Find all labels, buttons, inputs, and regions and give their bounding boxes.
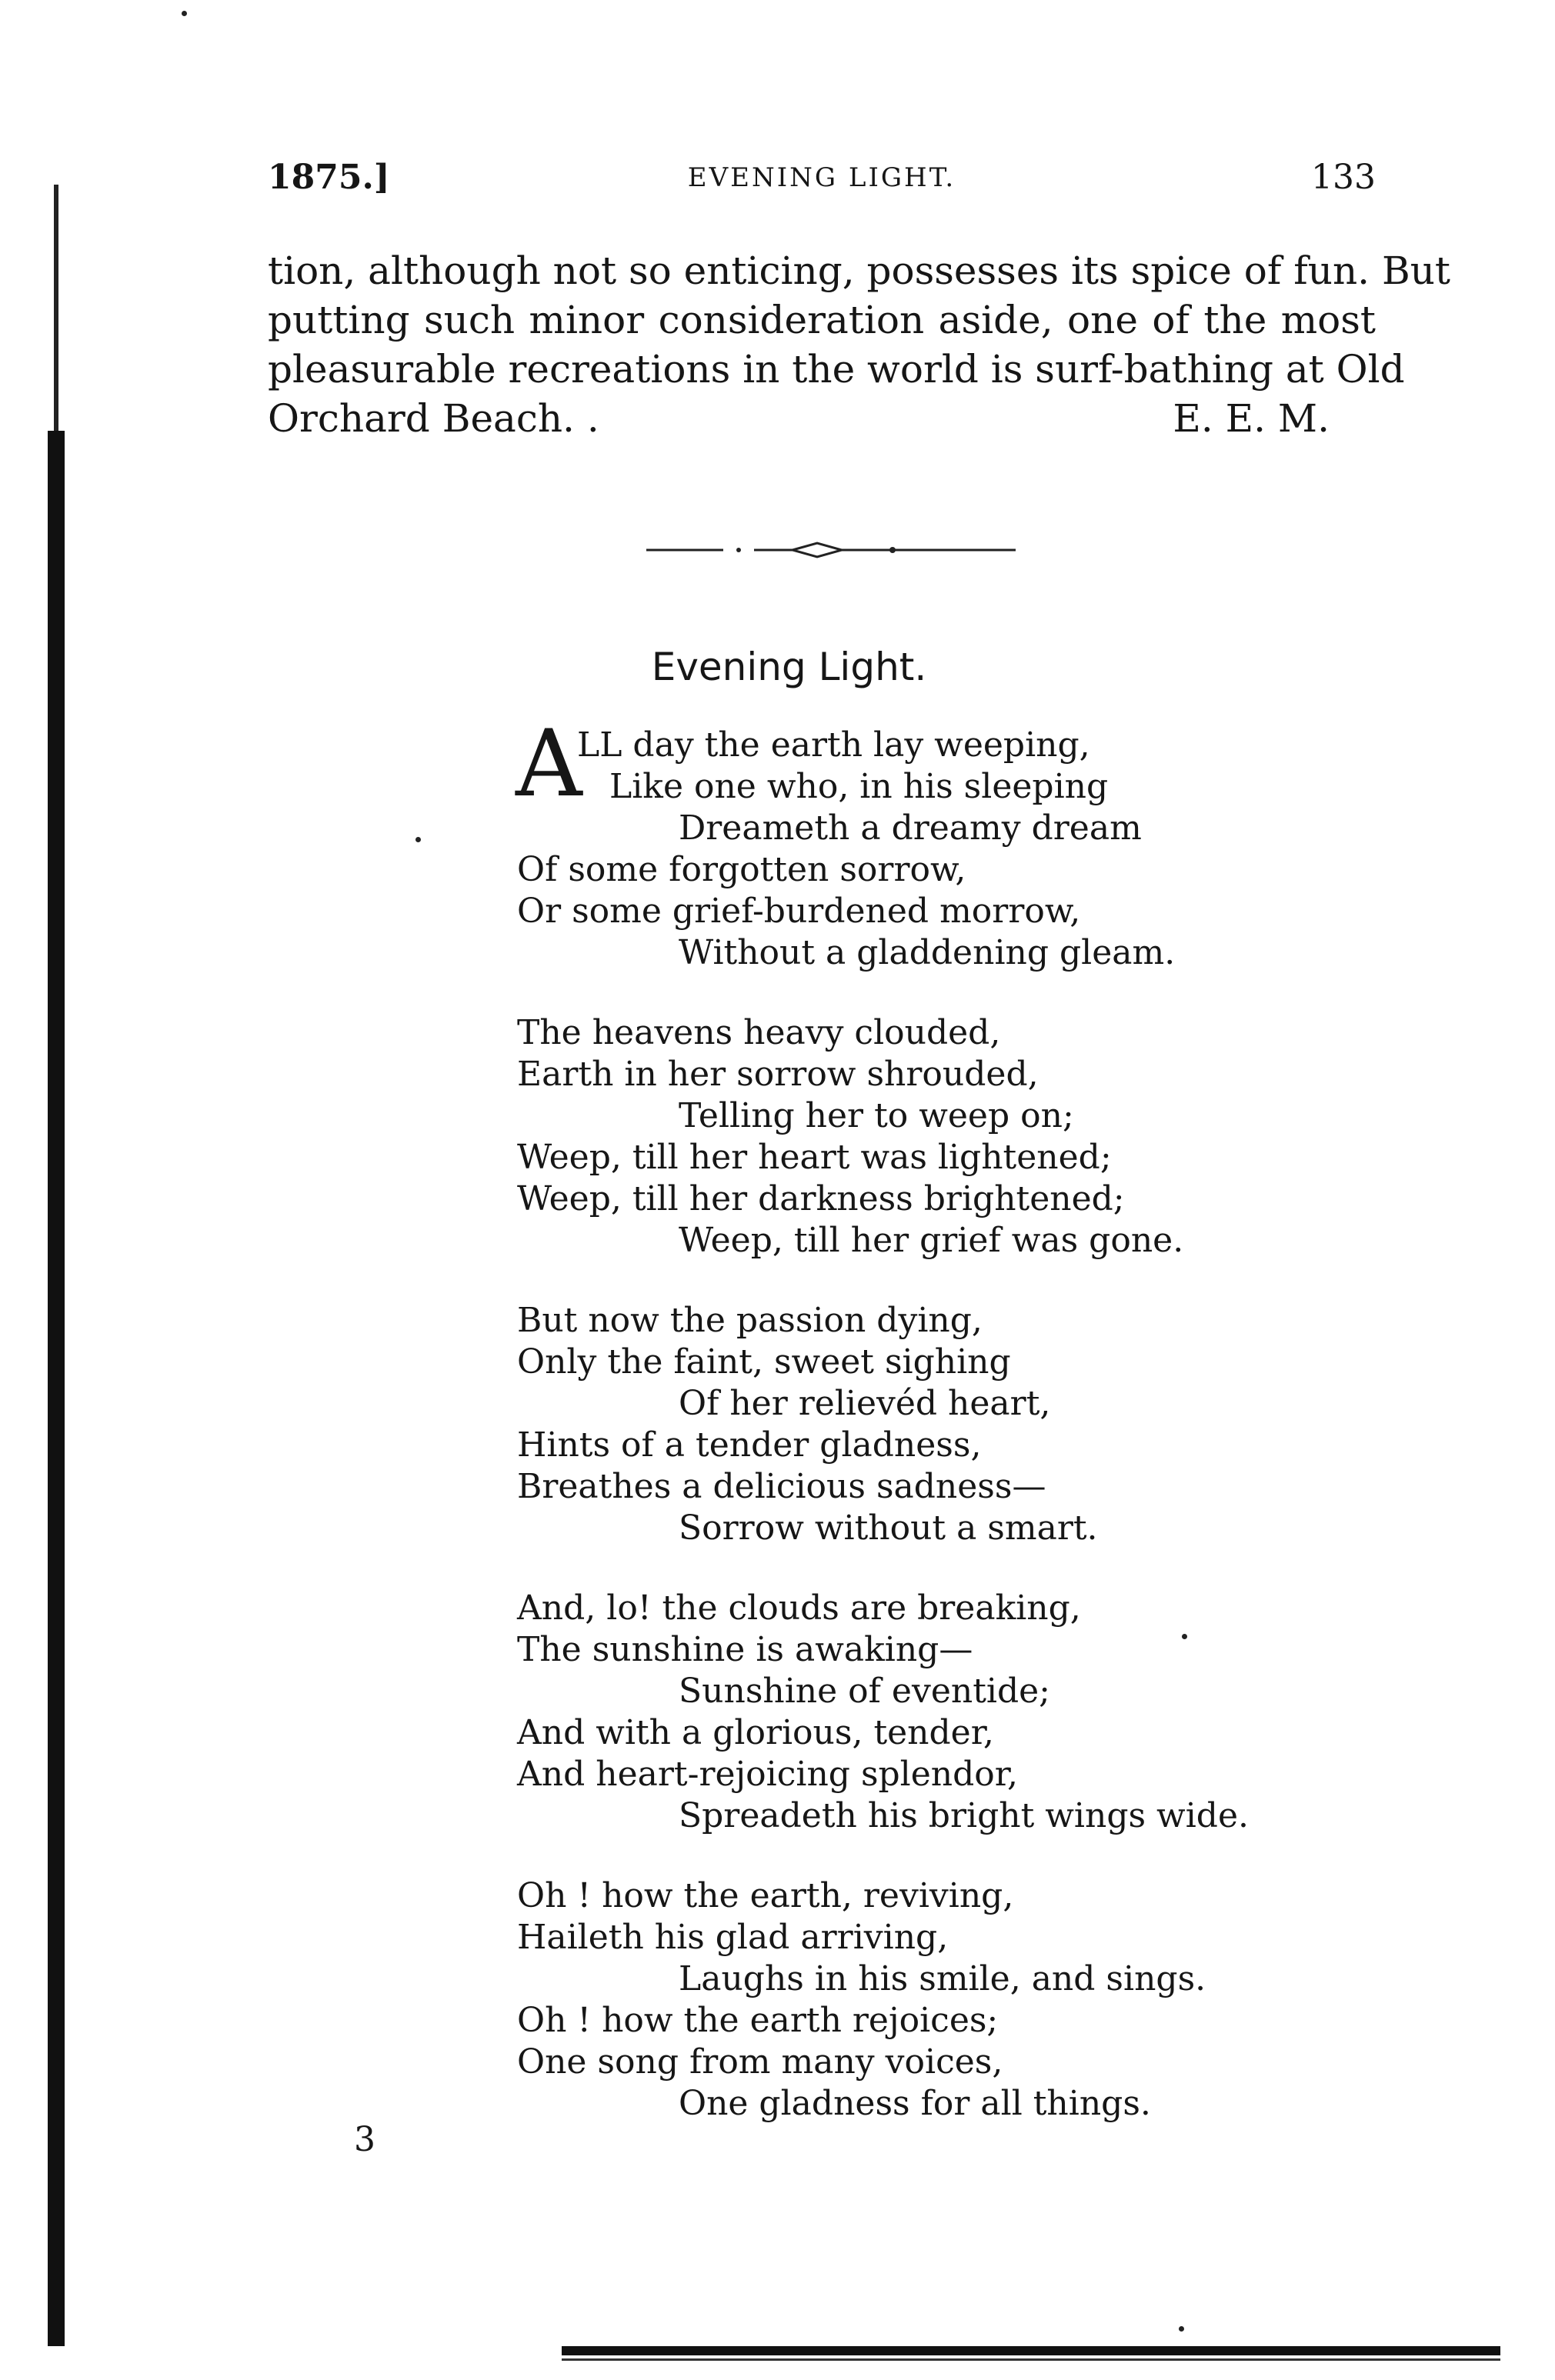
- poem-line: Haileth his glad arriving,: [517, 1918, 949, 1957]
- poem-line: Weep, till her heart was lightened;: [517, 1138, 1112, 1177]
- poem-line: Spreadeth his bright wings wide.: [679, 1796, 1249, 1835]
- folio-signature-mark: 3: [354, 2120, 375, 2159]
- prose-line: Orchard Beach. .: [268, 396, 599, 441]
- scan-speck: [415, 837, 421, 842]
- scan-speck: [1179, 2326, 1184, 2332]
- poem-line: Of some forgotten sorrow,: [517, 850, 966, 889]
- stanza: [517, 1588, 1517, 1837]
- prose-line: tion, although not so enticing, possesses its spice of fun. But: [268, 248, 1450, 293]
- poem-line: Earth in her sorrow shrouded,: [517, 1055, 1039, 1094]
- poem-line: Oh ! how the earth, reviving,: [517, 1876, 1014, 1915]
- prose-paragraph: [268, 246, 1450, 443]
- poem-line: And with a glorious, tender,: [517, 1713, 994, 1752]
- drop-cap: A: [516, 711, 582, 818]
- running-header: [268, 158, 1376, 204]
- poem-line: One song from many voices,: [517, 2042, 1003, 2082]
- poem-line: One gladness for all things.: [679, 2084, 1151, 2123]
- poem-line: And heart-rejoicing splendor,: [517, 1755, 1018, 1794]
- poem-line: Telling her to weep on;: [679, 1096, 1074, 1135]
- poem-line: The sunshine is awaking—: [517, 1630, 973, 1669]
- poem-title: Evening Light.: [651, 645, 927, 689]
- stanza: [517, 1875, 1517, 2125]
- header-title: EVENING LIGHT.: [687, 162, 956, 193]
- scan-bottom-line: [562, 2358, 1500, 2361]
- stanza: [517, 1300, 1517, 1549]
- scan-edge-thin: [54, 185, 58, 438]
- poem-line: Only the faint, sweet sighing: [517, 1342, 1011, 1382]
- poem-line: Like one who, in his sleeping: [609, 767, 1109, 806]
- poem-line: Of her relievéd heart,: [679, 1384, 1051, 1423]
- poem-line: Sorrow without a smart.: [679, 1508, 1098, 1548]
- poem-line: And, lo! the clouds are breaking,: [517, 1588, 1081, 1628]
- poem-line: Oh ! how the earth rejoices;: [517, 2001, 999, 2040]
- poem-line: But now the passion dying,: [517, 1301, 983, 1340]
- poem-line: Sunshine of eventide;: [679, 1672, 1050, 1711]
- scan-speck: [182, 11, 187, 16]
- ornament-divider-icon: [639, 538, 1023, 562]
- stanza: [517, 1012, 1517, 1262]
- poem-line: Breathes a delicious sadness—: [517, 1467, 1046, 1506]
- author-signature: E. E. M.: [1173, 396, 1330, 441]
- poem-line: Laughs in his smile, and sings.: [679, 1959, 1206, 1998]
- poem-line: Without a gladdening gleam.: [679, 933, 1176, 972]
- poem-line: Dreameth a dreamy dream: [679, 808, 1142, 848]
- scan-bottom-bar: [562, 2346, 1500, 2355]
- poem-line: Or some grief-burdened morrow,: [517, 892, 1081, 931]
- prose-last-line: [268, 394, 1376, 443]
- poem-line: Weep, till her darkness brightened;: [517, 1179, 1125, 1218]
- prose-line: pleasurable recreations in the world is surf-bathing at Old: [268, 347, 1405, 392]
- poem-line: The heavens heavy clouded,: [517, 1013, 1001, 1052]
- poem-body: [516, 711, 1517, 2163]
- page-number: 133: [1311, 158, 1376, 197]
- stanza: [516, 711, 1517, 974]
- poem-line: Hints of a tender gladness,: [517, 1425, 982, 1465]
- scan-edge: [48, 431, 65, 2346]
- poem-line: LL day the earth lay weeping,: [577, 725, 1090, 765]
- header-year: 1875.]: [268, 158, 390, 197]
- poem-line: Weep, till her grief was gone.: [679, 1221, 1184, 1260]
- prose-line: putting such minor consideration aside, one of the most: [268, 298, 1376, 342]
